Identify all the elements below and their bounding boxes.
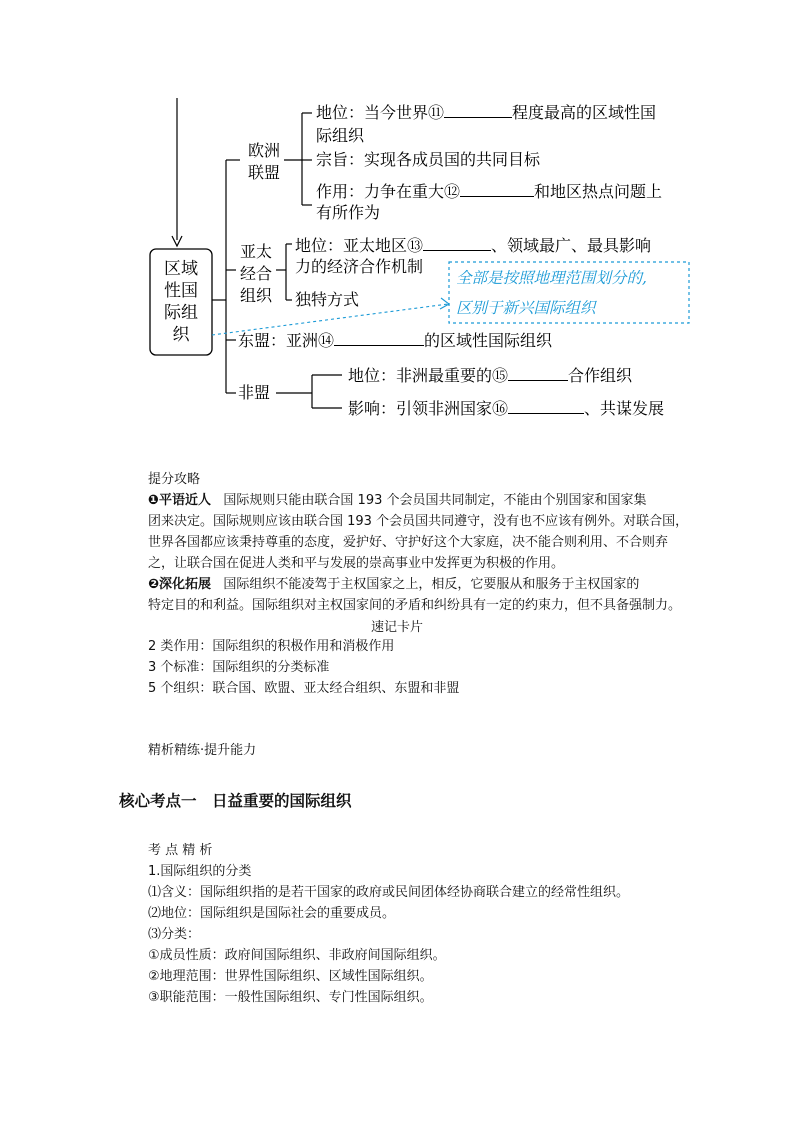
annotation-note: [456, 263, 647, 323]
asean-pre: 东盟：亚洲⑭: [238, 331, 335, 350]
apec-name-1: 亚太: [239, 242, 272, 261]
tips-p1: [148, 491, 647, 511]
blank-14: [334, 329, 424, 346]
au-position-post: 合作组织: [568, 366, 633, 385]
eu-position-pre: 地位：当今世界⑪: [316, 103, 445, 122]
apec-position-pre: 地位：亚太地区⑬: [295, 236, 424, 255]
apec-position-cont: 力的经济合作机制: [295, 257, 424, 276]
core-sub: 考 点 精 析: [148, 843, 213, 858]
tips-p1-text: 国际规则只能由联合国 193 个会员国共同制定，不能由个别国家和国家集: [223, 493, 647, 508]
eu-name-2: 联盟: [247, 163, 280, 182]
eu-position: [316, 101, 656, 124]
apec-name-3: 组织: [239, 286, 272, 305]
au-influence: [348, 397, 664, 420]
blank-16: [508, 397, 584, 414]
blank-12: [460, 180, 534, 197]
eu-purpose: 宗旨：实现各成员国的共同目标: [316, 150, 541, 169]
card-item-2: 3 个标准：国际组织的分类标准: [148, 660, 330, 675]
eu-role-post: 和地区热点问题上: [534, 182, 663, 201]
root-line-3: 际组: [164, 303, 198, 323]
tips-p1-label: ❶平语近人: [148, 493, 212, 508]
core-line-2: ⑴含义：国际组织指的是若干国家的政府或民间团体经协商联合建立的经常性组织。: [148, 885, 630, 900]
blank-15: [508, 364, 568, 381]
root-line-4: 织: [172, 325, 190, 345]
tips-p1-line3: 世界各国都应该秉持尊重的态度，爱护好、守护好这个大家庭，决不能合则利用、不合则弃: [148, 535, 669, 550]
eu-node: [244, 140, 284, 184]
eu-name-1: 欧洲: [247, 141, 280, 160]
eu-role-cont: 有所作为: [316, 203, 381, 222]
au-position-pre: 地位：非洲最重要的⑮: [348, 366, 509, 385]
root-node: [150, 258, 212, 346]
core-title: 核心考点一 日益重要的国际组织: [119, 792, 352, 810]
card-item-1: 2 类作用：国际组织的积极作用和消极作用: [148, 639, 395, 654]
asean-row: [238, 329, 552, 352]
eu-role-pre: 作用：力争在重大⑫: [316, 182, 461, 201]
tips-p1-line4: 之，让联合国在促进人类和平与发展的崇高事业中发挥更为积极的作用。: [148, 556, 565, 571]
au-position: [348, 364, 632, 387]
apec-node: [236, 241, 276, 307]
note-line-2: 区别于新兴国际组织: [456, 299, 596, 317]
asean-post: 的区域性国际组织: [424, 331, 553, 350]
root-line-2: 性国: [164, 281, 198, 301]
eu-position-post: 程度最高的区域性国: [512, 103, 657, 122]
blank-11: [444, 101, 512, 118]
eu-position-cont: 际组织: [316, 126, 365, 145]
au-influence-pre: 影响：引领非洲国家⑯: [348, 399, 509, 418]
blank-13: [423, 234, 491, 251]
apec-position: [295, 234, 651, 257]
core-line-1: 1.国际组织的分类: [148, 864, 252, 879]
tips-heading: 提分攻略: [148, 472, 201, 487]
card-item-3: 5 个组织：联合国、欧盟、亚太经合组织、东盟和非盟: [148, 681, 460, 696]
core-line-3: ⑵地位：国际组织是国际社会的重要成员。: [148, 906, 396, 921]
apec-unique: 独特方式: [295, 290, 360, 309]
core-line-5: ①成员性质：政府间国际组织、非政府间国际组织。: [148, 948, 446, 963]
tips-p2-line2: 特定目的和利益。国际组织对主权国家间的矛盾和纠纷具有一定的约束力，但不具备强制力。: [148, 598, 682, 613]
tips-p2: [148, 575, 639, 595]
card-title: 速记卡片: [370, 620, 423, 635]
au-node: 非盟: [238, 383, 271, 402]
apec-name-2: 经合: [239, 264, 272, 283]
apec-position-post: 、领域最广、最具影响: [491, 236, 652, 255]
tips-p1-line2: 团来决定。国际规则应该由联合国 193 个会员国共同遵守，没有也不应该有例外。对联合国，: [148, 514, 689, 529]
note-line-1: 全部是按照地理范围划分的,: [456, 269, 647, 287]
eu-role: [316, 180, 662, 203]
tips-p2-label: ❷深化拓展: [148, 577, 212, 592]
au-influence-post: 、共谋发展: [584, 399, 665, 418]
core-line-7: ③职能范围：一般性国际组织、专门性国际组织。: [148, 990, 433, 1005]
core-line-6: ②地理范围：世界性国际组织、区域性国际组织。: [148, 969, 433, 984]
tips-p2-text: 国际组织不能凌驾于主权国家之上，相反，它要服从和服务于主权国家的: [223, 577, 640, 592]
section-label: 精析精练·提升能力: [148, 743, 257, 758]
core-line-4: ⑶分类：: [148, 927, 201, 942]
root-line-1: 区域: [164, 259, 198, 279]
